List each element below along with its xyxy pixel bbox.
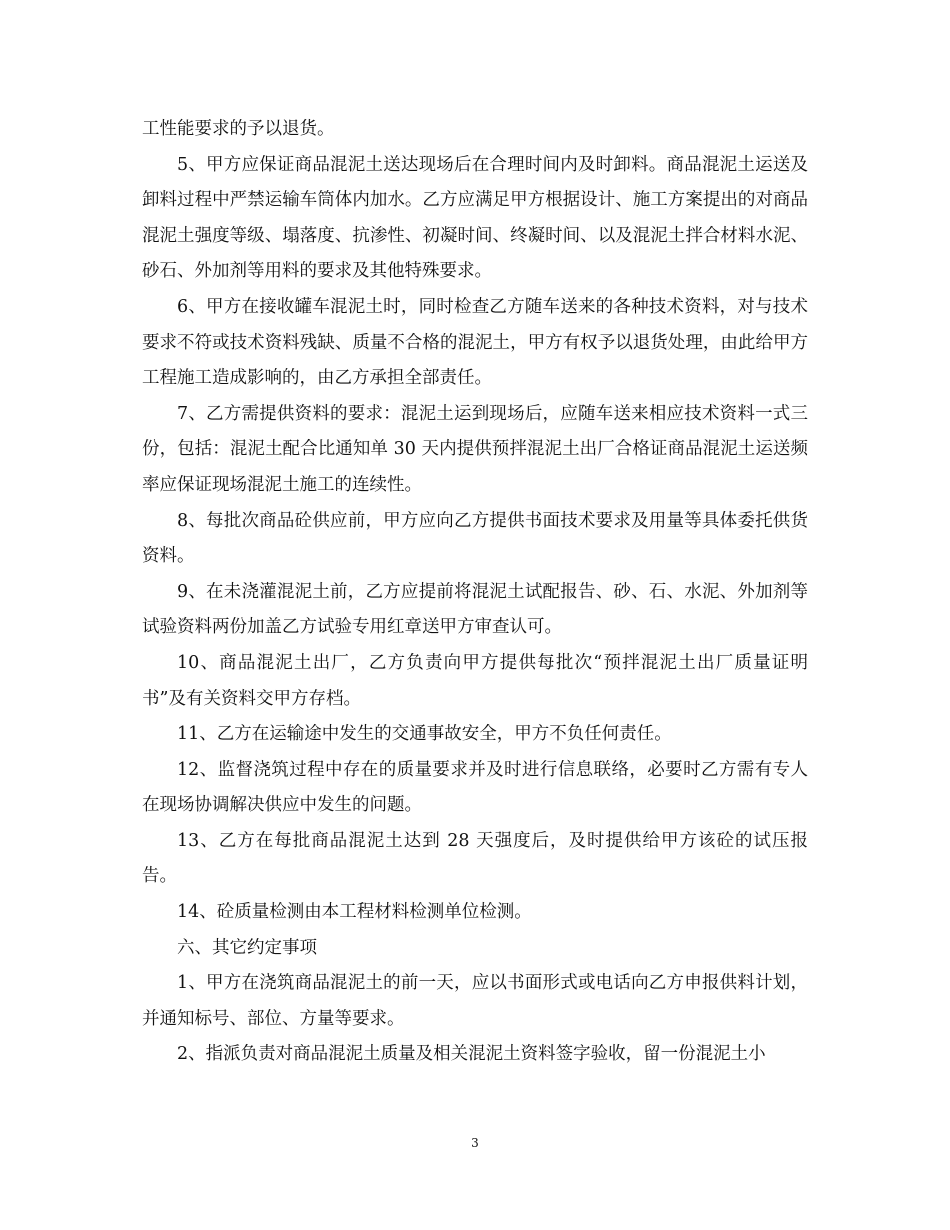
page-number: 3: [471, 1136, 479, 1150]
section-heading: 六、其它约定事项: [177, 937, 317, 958]
paragraph: 1、甲方在浇筑商品混泥土的前一天，应以书面形式或电话向乙方申报供料计划，并通知标号、部位、方量等要求。: [142, 973, 808, 1029]
paragraph: 10、商品混泥土出厂，乙方负责向甲方提供每批次“预拌混泥土出厂质量证明书”及有关资料交甲方存档。: [142, 652, 808, 709]
paragraph: 7、乙方需提供资料的要求：混泥土运到现场后，应随车送来相应技术资料一式三份，包括：混泥土配合比通知单 30 天内提供预拌混泥土出厂合格证商品混泥土运送频率应保证现场混泥土施工的连续性。: [142, 403, 808, 495]
paragraph: 工性能要求的予以退货。: [142, 119, 335, 139]
paragraph: 6、甲方在接收罐车混泥土时，同时检查乙方随车送来的各种技术资料，对与技术要求不符或技术资料残缺、质量不合格的混泥土，甲方有权予以退货处理，由此给甲方工程施工造成影响的，由乙方承担全部责任。: [142, 296, 808, 389]
paragraph: 8、每批次商品砼供应前，甲方应向乙方提供书面技术要求及用量等具体委托供货资料。: [142, 510, 808, 567]
paragraph: 13、乙方在每批商品混泥土达到 28 天强度后，及时提供给甲方该砼的试压报告。: [142, 830, 808, 887]
paragraph: 11、乙方在运输途中发生的交通事故安全，甲方不负任何责任。: [177, 724, 672, 745]
paragraph: 14、砼质量检测由本工程材料检测单位检测。: [177, 902, 532, 923]
paragraph: 9、在未浇灌混泥土前，乙方应提前将混泥土试配报告、砂、石、水泥、外加剂等试验资料两份加盖乙方试验专用红章送甲方审查认可。: [142, 581, 808, 638]
paragraph: 12、监督浇筑过程中存在的质量要求并及时进行信息联络，必要时乙方需有专人在现场协调解决供应中发生的问题。: [142, 759, 808, 816]
paragraph: 5、甲方应保证商品混泥土送达现场后在合理时间内及时卸料。商品混泥土运送及卸料过程中严禁运输车筒体内加水。乙方应满足甲方根据设计、施工方案提出的对商品混泥土强度等级、塌落度、抗渗性、初凝时间、终凝时间、以及混泥土拌合材料水泥、砂石、外加剂等用料的要求及其他特殊要求。: [142, 154, 808, 282]
document-body: [142, 112, 808, 1073]
paragraph: 2、指派负责对商品混泥土质量及相关混泥土资料签字验收，留一份混泥土小: [177, 1044, 766, 1065]
